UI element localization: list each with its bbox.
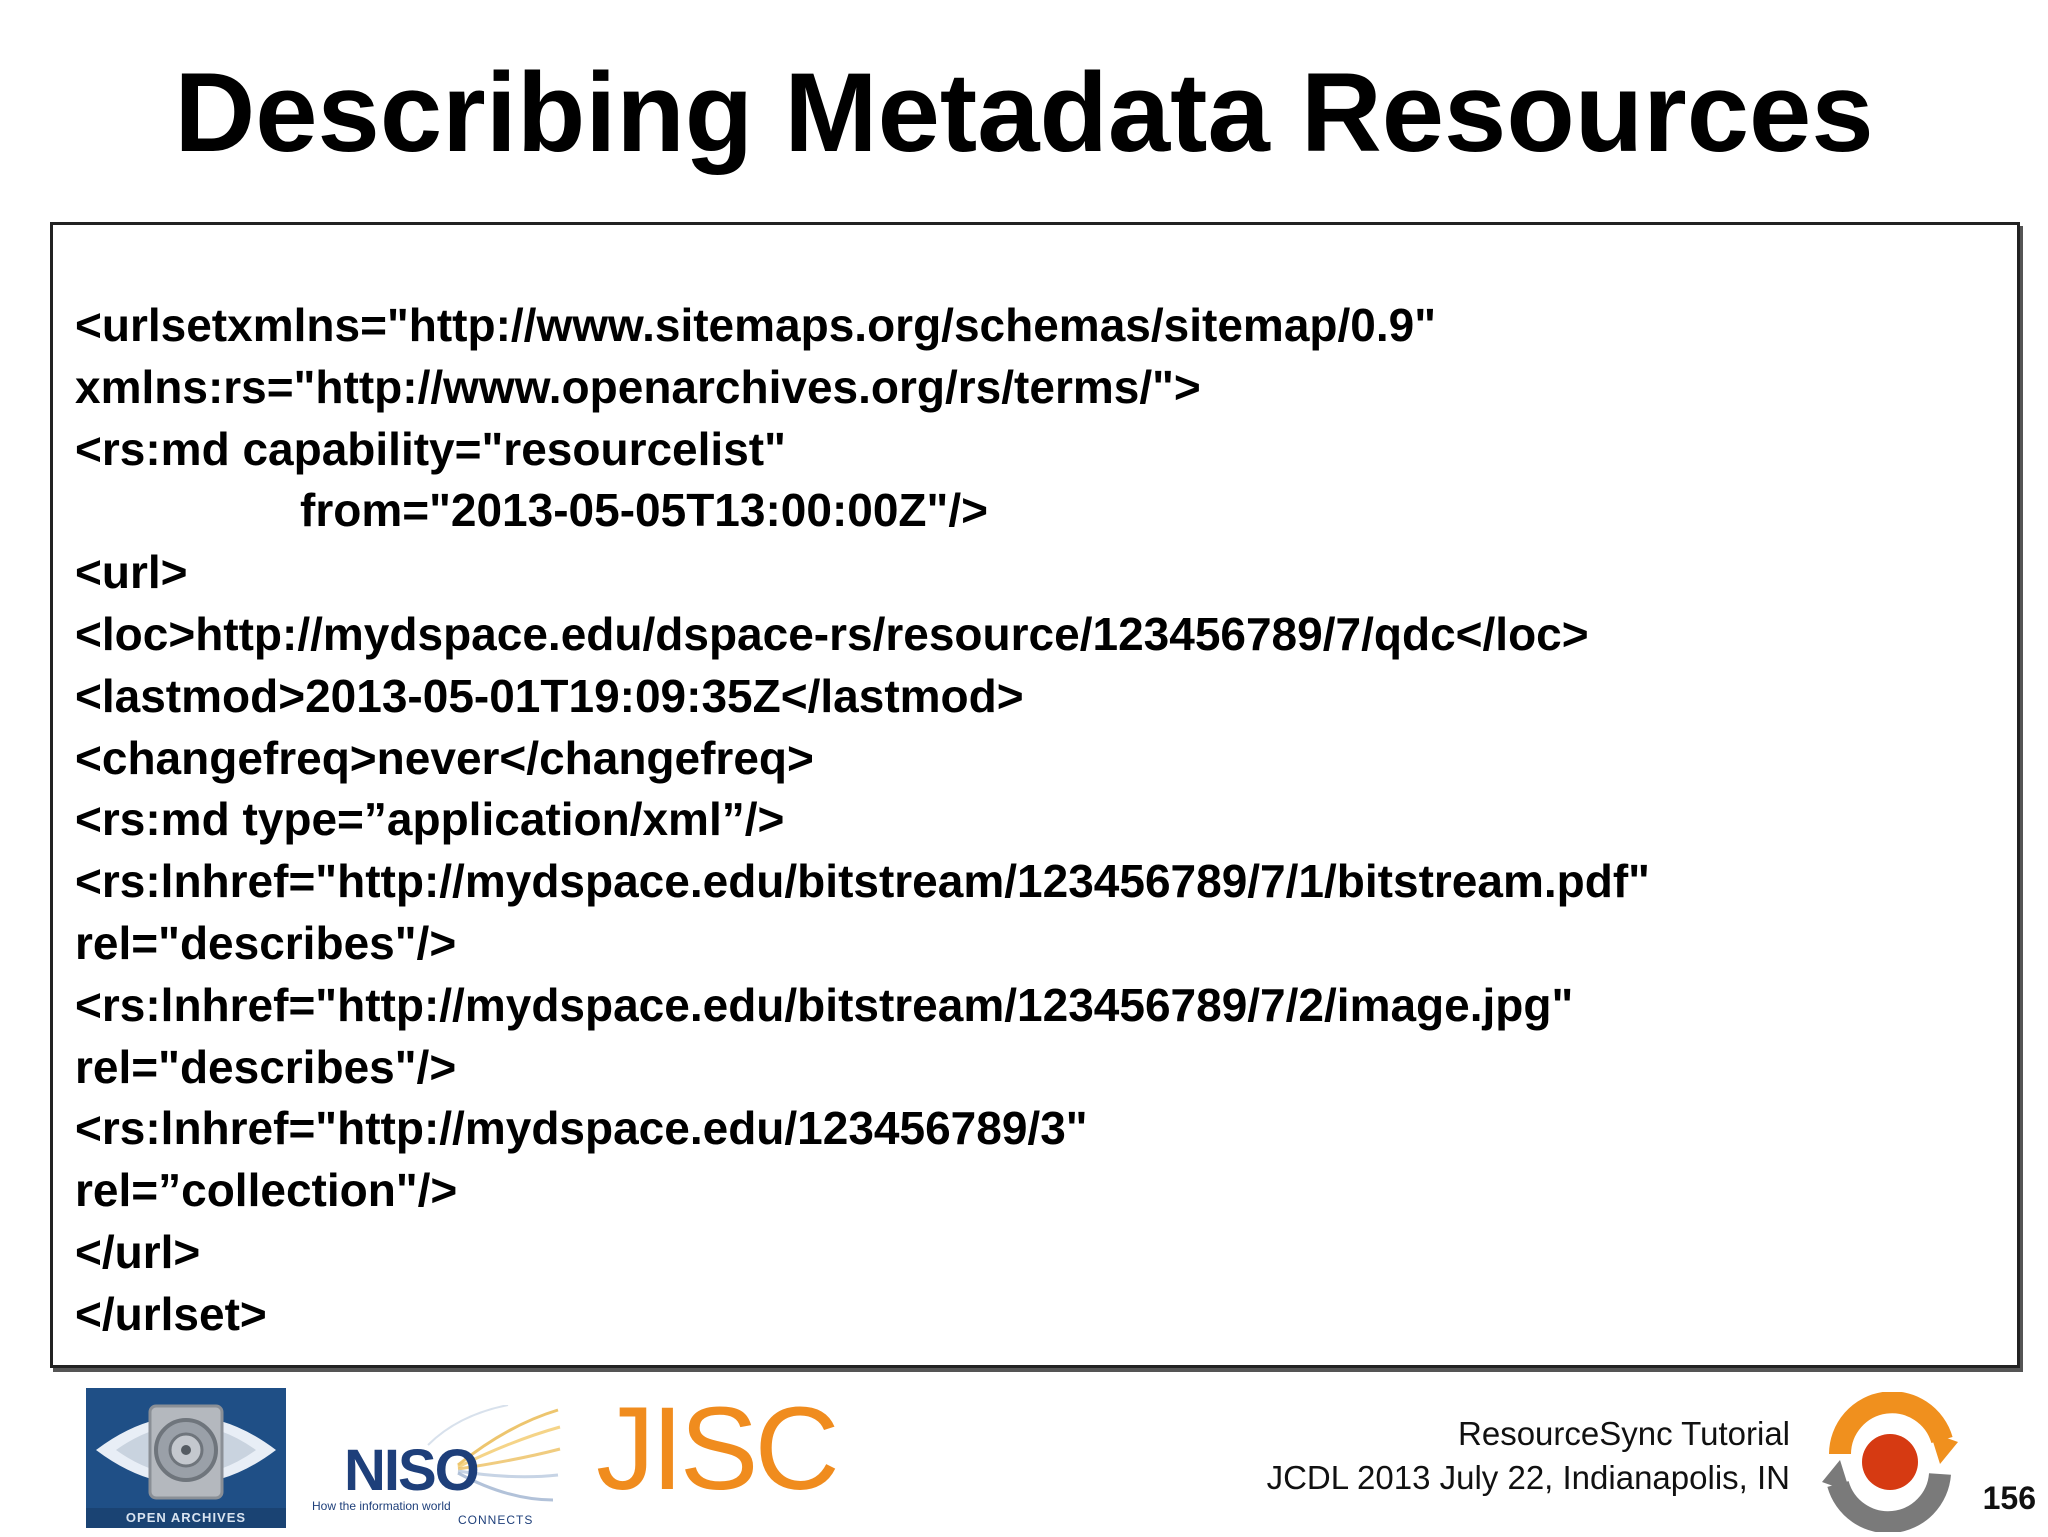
footer-event: JCDL 2013 July 22, Indianapolis, IN [1266,1459,1790,1496]
code-line: <lastmod>2013-05-01T19:09:35Z</lastmod> [75,669,1024,722]
niso-tagline-connects: CONNECTS [458,1513,534,1527]
code-line: rel="describes"/> [75,1040,457,1093]
code-line: <url> [75,546,188,599]
open-archives-eye-icon [86,1388,286,1508]
jisc-logo: JISC [596,1383,836,1515]
niso-logo [308,1405,563,1525]
slide-title: Describing Metadata Resources [174,50,1874,175]
code-line: </url> [75,1225,201,1278]
resourcesync-logo [1820,1392,1960,1532]
open-archives-caption: OPEN ARCHIVES [86,1508,286,1528]
code-listing-box [50,222,2020,1368]
page-number: 156 [1982,1480,2036,1516]
code-line: from="2013-05-05T13:00:00Z"/> [300,484,988,537]
code-line: <rs:lnhref="http://mydspace.edu/bitstream/123456789/7/1/bitstream.pdf" [75,855,1650,908]
resourcesync-sync-icon [1820,1392,1960,1532]
code-line: <rs:lnhref="http://mydspace.edu/123456789/3" [75,1102,1088,1155]
footer-tutorial-name: ResourceSync Tutorial [1458,1415,1790,1452]
code-listing [75,295,1650,1346]
open-archives-logo [86,1388,286,1528]
code-line: <urlsetxmlns="http://www.sitemaps.org/schemas/sitemap/0.9" [75,299,1437,351]
code-line: rel="describes"/> [75,916,457,969]
niso-tagline: How the information world [312,1499,451,1513]
code-line: rel=”collection"/> [75,1164,458,1217]
code-line: <changefreq>never</changefreq> [75,731,814,784]
code-line: </urlset> [75,1287,267,1340]
footer-credits [1267,1412,1790,1500]
niso-wordmark: NISO [344,1438,478,1503]
code-line: xmlns:rs="http://www.openarchives.org/rs/terms/"> [75,360,1201,413]
code-line: <rs:md type=”application/xml”/> [75,793,785,846]
code-line: <loc>http://mydspace.edu/dspace-rs/resource/123456789/7/qdc</loc> [75,607,1589,660]
code-line: <rs:lnhref="http://mydspace.edu/bitstream/123456789/7/2/image.jpg" [75,978,1574,1031]
code-line: <rs:md capability="resourcelist" [75,422,786,475]
